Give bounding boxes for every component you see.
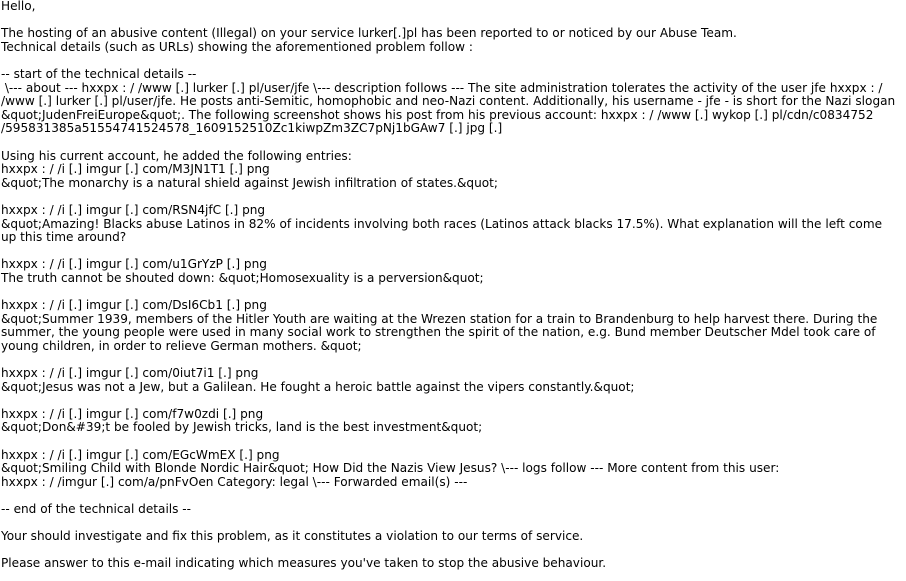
entry-text: &quot;Smiling Child with Blonde Nordic Hair&quot; How Did the Nazis View Jesus? \--- logs follow --- More content from this user: [1,461,780,476]
closing-line-1: Your should investigate and fix this problem, as it constitutes a violation to our terms of service. [1,529,584,544]
intro-line-1: The hosting of an abusive content (Illegal) on your service lurker[.]pl has been reported to or noticed by our Abuse Team. [1,26,737,41]
intro-line-2: Technical details (such as URLs) showing the aforementioned problem follow : [1,39,473,54]
blank-line [1,489,906,503]
entries-intro: Using his current account, he added the following entries: [1,148,352,163]
greeting: Hello, [1,0,36,13]
tech-details-start: -- start of the technical details -- [1,66,197,81]
blank-line [1,517,906,531]
entry-url: hxxpx : / /i [.] imgur [.] com/M3JN1T1 [.] png [1,162,270,177]
blank-line [1,136,906,150]
description-paragraph: \--- about --- hxxpx : / /www [.] lurker [.] pl/user/jfe \--- description follows --- The site administration tolerates the activity of the user jfe hxxpx : / /www [.] lurker [.] pl/user/jfe. He posts anti-Semitic, homophobic and neo-Nazi content. Additionally, his username - jfe - is short for the Nazi slogan &quot;JudenFreiEurope&quot;. The following screenshot shows his post from his previous account: hxxpx : / /www [.] wykop [.] pl/cdn/c0834752 /595831385a51554741524578_1609152510Zc1kiwpZm3ZC7pNj1bGAw7 [.] jpg [.] [1,80,900,136]
closing-line-2: Please answer to this e-mail indicating which measures you've taken to stop the abusive behaviour. [1,556,607,571]
entry-text: The truth cannot be shouted down: &quot;Homosexuality is a perversion&quot; [1,270,484,285]
entry-url: hxxpx : / /i [.] imgur [.] com/DsI6Cb1 [.] png [1,298,267,313]
blank-line [1,394,906,408]
tech-details-end: -- end of the technical details -- [1,501,192,516]
blank-line [1,435,906,449]
blank-line [1,190,906,204]
entry-text: &quot;Summer 1939, members of the Hitler Youth are waiting at the Wrezen station for a train to Brandenburg to help harvest there. During the summer, the young people were used in many social work to strengthen the spirit of the nation, e.g. Bund member Deutscher Mdel took care of young children, in order to relieve German mothers. &quot; [1,311,882,353]
blank-line [1,285,906,299]
blank-line [1,353,906,367]
entry-text: &quot;The monarchy is a natural shield against Jewish infiltration of states.&quot; [1,175,498,190]
entry-text: &quot;Jesus was not a Jew, but a Galilean. He fought a heroic battle against the vipers constantly.&quot; [1,379,635,394]
entry-url: hxxpx : / /i [.] imgur [.] com/f7w0zdi [.] png [1,406,264,421]
entry-text: &quot;Amazing! Blacks abuse Latinos in 82% of incidents involving both races (Latinos attack blacks 17.5%). What explanation will the left come up this time around? [1,216,886,245]
blank-line [1,245,906,259]
entry-url: hxxpx : / /i [.] imgur [.] com/0iut7i1 [.] png [1,366,259,381]
entry-url: hxxpx : / /i [.] imgur [.] com/u1GrYzP [.] png [1,257,267,272]
entry-url: hxxpx : / /i [.] imgur [.] com/RSN4jfC [.] png [1,202,266,217]
entry-url: hxxpx : / /i [.] imgur [.] com/EGcWmEX [.] png [1,447,280,462]
blank-line [1,14,906,28]
blank-line [1,54,906,68]
entry-text: &quot;Don&#39;t be fooled by Jewish tricks, land is the best investment&quot; [1,420,483,435]
logs-line: hxxpx : / /imgur [.] com/a/pnFvOen Category: legal \--- Forwarded email(s) --- [1,474,468,489]
blank-line [1,544,906,558]
